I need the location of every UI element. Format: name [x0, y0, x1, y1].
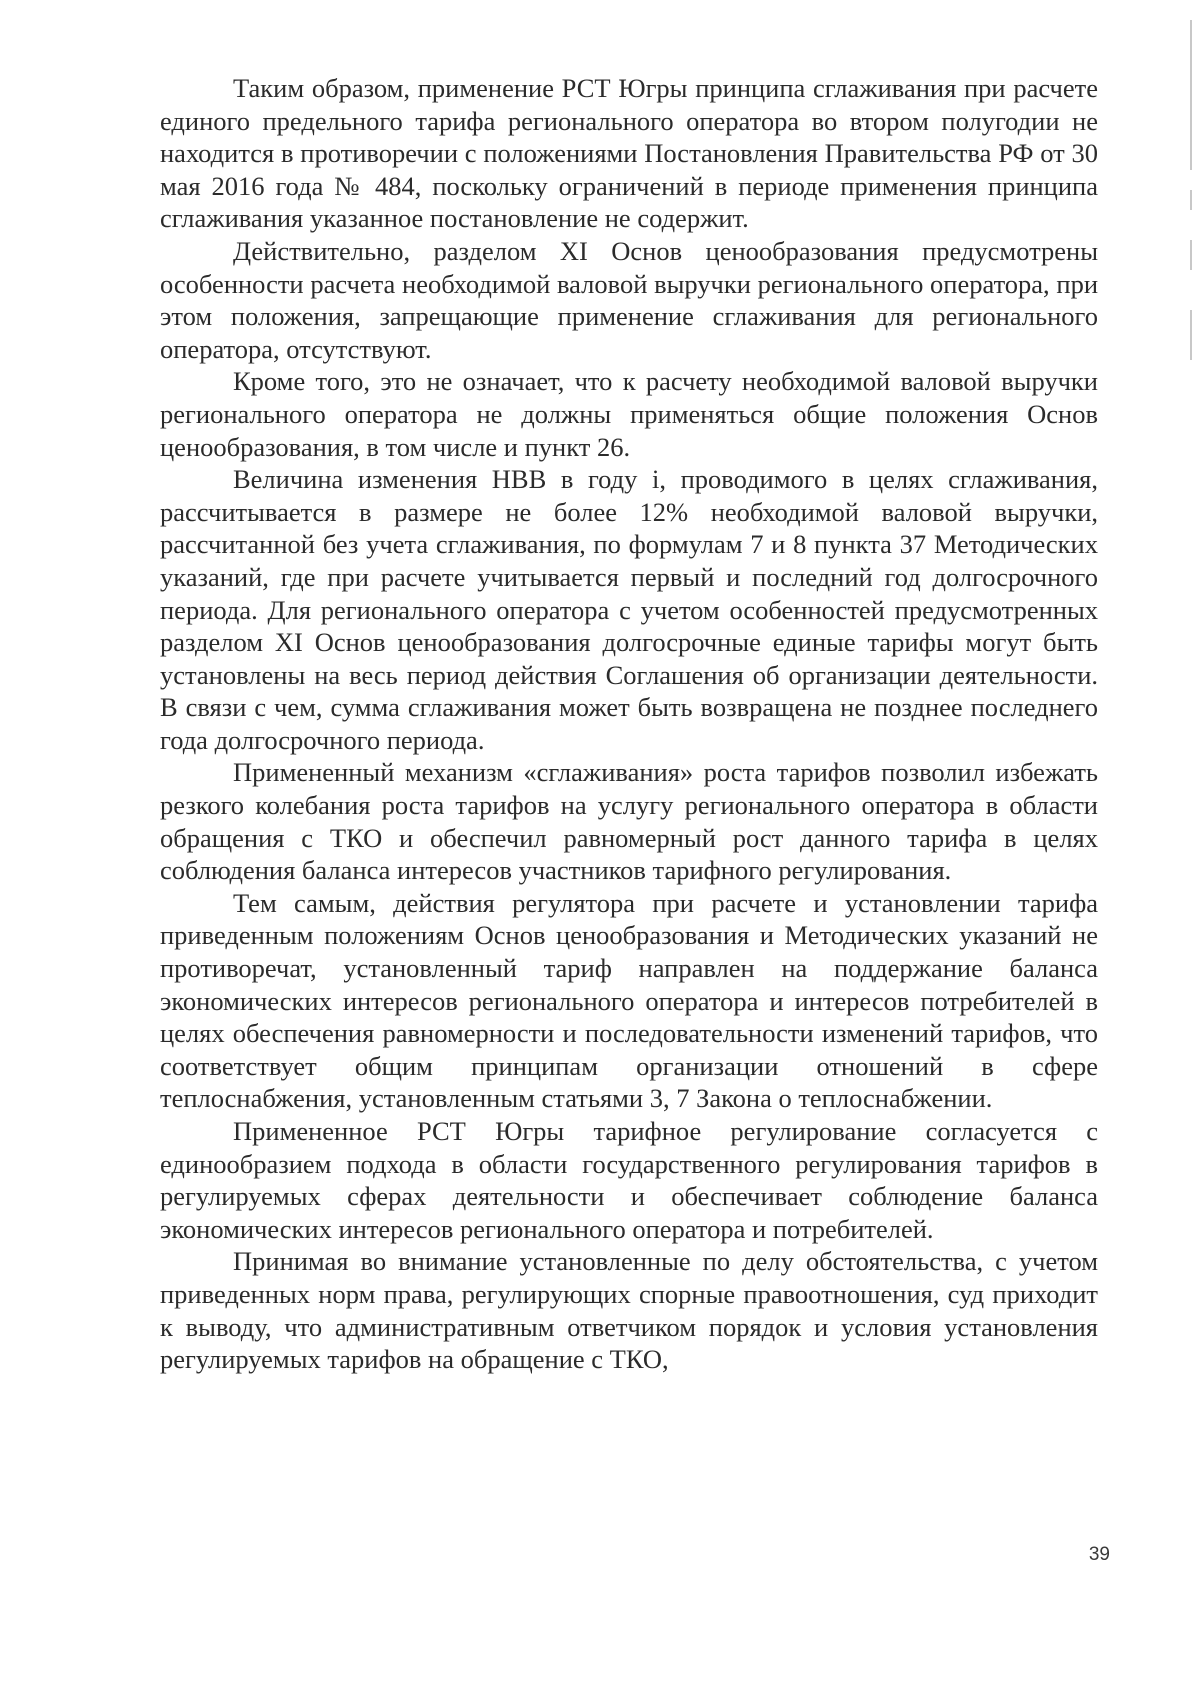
paragraph-3: Кроме того, это не означает, что к расчету необходимой валовой выручки регионального оператора не должны применяться общие положения Основ ценообразования, в том числе и пункт 26. [160, 366, 1098, 462]
scan-edge-mark [1190, 240, 1192, 270]
scan-edge-mark [1190, 190, 1192, 210]
scan-edge-mark [1190, 310, 1192, 360]
paragraph-6: Тем самым, действия регулятора при расчете и установлении тарифа приведенным положениям Основ ценообразования и Методических указаний не противоречат, установленный тариф направлен на поддержание баланса экономических интересов регионального оператора и интересов потребителей в целях обеспечения равномерности и последовательности изменений тарифов, что соответствует общим принципам организации отношений в сфере теплоснабжения, установленным статьями 3, 7 Закона о теплоснабжении. [160, 887, 1098, 1114]
document-body [160, 72, 1098, 1376]
scan-edge-mark [1190, 20, 1192, 170]
paragraph-8: Принимая во внимание установленные по делу обстоятельства, с учетом приведенных норм права, регулирующих спорные правоотношения, суд приходит к выводу, что административным ответчиком порядок и условия установления регулируемых тарифов на обращение с ТКО, [160, 1246, 1098, 1375]
paragraph-2: Действительно, разделом XI Основ ценообразования предусмотрены особенности расчета необходимой валовой выручки регионального оператора, при этом положения, запрещающие применение сглаживания для регионального оператора, отсутствуют. [160, 235, 1098, 364]
paragraph-5: Примененный механизм «сглаживания» роста тарифов позволил избежать резкого колебания роста тарифов на услугу регионального оператора в области обращения с ТКО и обеспечил равномерный рост данного тарифа в целях соблюдения баланса интересов участников тарифного регулирования. [160, 757, 1098, 886]
paragraph-4: Величина изменения НВВ в году i, проводимого в целях сглаживания, рассчитывается в размере не более 12% необходимой валовой выручки, рассчитанной без учета сглаживания, по формулам 7 и 8 пункта 37 Методических указаний, где при расчете учитывается первый и последний год долгосрочного периода. Для регионального оператора с учетом особенностей предусмотренных разделом XI Основ ценообразования долгосрочные единые тарифы могут быть установлены на весь период действия Соглашения об организации деятельности. В связи с чем, сумма сглаживания может быть возвращена не позднее последнего года долгосрочного периода. [160, 464, 1098, 755]
paragraph-7: Примененное РСТ Югры тарифное регулирование согласуется с единообразием подхода в области государственного регулирования тарифов в регулируемых сферах деятельности и обеспечивает соблюдение баланса экономических интересов регионального оператора и потребителей. [160, 1116, 1098, 1244]
paragraph-1: Таким образом, применение РСТ Югры принципа сглаживания при расчете единого предельного тарифа регионального оператора во втором полугодии не находится в противоречии с положениями Постановления Правительства РФ от 30 мая 2016 года № 484, поскольку ограничений в периоде применения принципа сглаживания указанное постановление не содержит. [160, 73, 1098, 234]
page-number: 39 [1088, 1544, 1110, 1565]
